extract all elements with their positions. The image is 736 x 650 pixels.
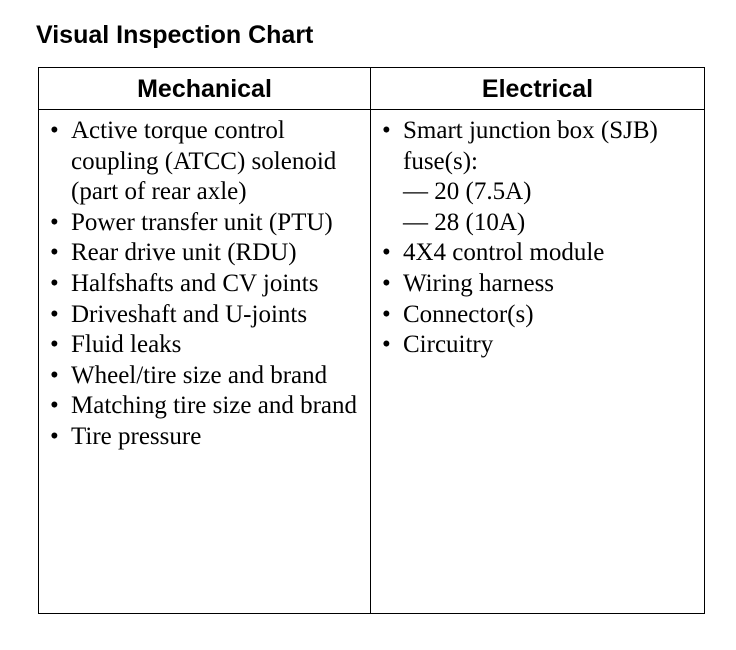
chart-title: Visual Inspection Chart [36, 21, 314, 49]
fuse-sub-item: — 28 (10A) [403, 208, 526, 236]
list-item-label: Tire pressure [71, 422, 202, 450]
electrical-header: Electrical [371, 68, 705, 110]
list-item [47, 300, 360, 331]
list-item-label: Rear drive unit (RDU) [71, 239, 297, 267]
list-item [47, 361, 360, 392]
mechanical-list [47, 116, 360, 453]
list-item-label: Halfshafts and CV joints [71, 269, 319, 297]
list-item-label: 4X4 control module [403, 239, 605, 267]
bullet-icon: • [382, 331, 391, 359]
list-item [379, 116, 694, 238]
bullet-icon: • [50, 117, 59, 144]
list-item [379, 330, 694, 361]
header-row [39, 68, 705, 110]
list-item-label: Fluid leaks [71, 331, 182, 359]
bullet-icon: • [50, 208, 59, 236]
bullet-icon: • [50, 422, 59, 450]
list-item-label: Matching tire size and brand [71, 392, 358, 420]
list-item [379, 300, 694, 331]
mechanical-header: Mechanical [39, 68, 371, 110]
bullet-icon: • [50, 300, 59, 328]
mechanical-cell [39, 110, 371, 614]
list-item-label: Power transfer unit (PTU) [71, 208, 333, 236]
body-row [39, 110, 705, 614]
bullet-icon: • [382, 117, 391, 144]
list-item-label: Active torque control coupling (ATCC) solenoid (part of rear axle) [71, 117, 337, 206]
bullet-icon: • [382, 239, 391, 267]
bullet-icon: • [50, 239, 59, 267]
inspection-table [38, 67, 705, 614]
bullet-icon: • [50, 392, 59, 420]
list-item [47, 422, 360, 453]
list-item [47, 116, 360, 208]
bullet-icon: • [382, 300, 391, 328]
list-item-label: Circuitry [403, 331, 494, 359]
list-item-label: Driveshaft and U-joints [71, 300, 308, 328]
list-item [379, 238, 694, 269]
list-item-label: Wiring harness [403, 269, 555, 297]
fuse-sub-item: — 20 (7.5A) [403, 178, 532, 206]
list-item-label: Connector(s) [403, 300, 534, 328]
electrical-list [379, 116, 694, 361]
list-item [47, 269, 360, 300]
electrical-cell [371, 110, 705, 614]
list-item [47, 238, 360, 269]
list-item [47, 208, 360, 239]
bullet-icon: • [382, 269, 391, 297]
bullet-icon: • [50, 331, 59, 359]
list-item [47, 330, 360, 361]
bullet-icon: • [50, 361, 59, 389]
list-item-label: Wheel/tire size and brand [71, 361, 328, 389]
list-item [47, 391, 360, 422]
list-item [379, 269, 694, 300]
bullet-icon: • [50, 269, 59, 297]
list-item-label: Smart junction box (SJB) fuse(s): [403, 117, 658, 175]
